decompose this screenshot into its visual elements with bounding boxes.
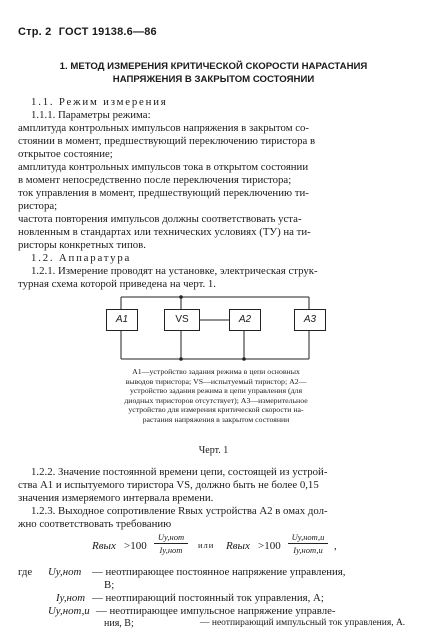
def-text: — неотпирающий постоянный ток управления, А; xyxy=(92,592,324,604)
fraction-2 xyxy=(288,532,328,555)
page-number: Стр. 2 xyxy=(18,26,52,38)
block-vs: VS xyxy=(164,309,200,331)
caption-line: диодных тиристоров отсутствует); A3—измерительное xyxy=(124,395,308,405)
section-title-line-1: 1. МЕТОД ИЗМЕРЕНИЯ КРИТИЧЕСКОЙ СКОРОСТИ НАРАСТАНИЯ xyxy=(59,61,368,72)
block-diagram xyxy=(94,287,344,365)
block-a3: A3 xyxy=(294,309,326,331)
def-text: В; xyxy=(104,579,115,591)
fraction-2-den: Iу,нот,и xyxy=(293,545,323,555)
section-title-line-2: НАПРЯЖЕНИЯ В ЗАКРЫТОМ СОСТОЯНИИ xyxy=(112,74,315,85)
formula-or: или xyxy=(198,540,215,550)
block-a2: A2 xyxy=(229,309,261,331)
fraction-bar xyxy=(154,543,188,544)
figure-caption xyxy=(101,367,331,425)
para-1-2-3: жно соответствовать требованию xyxy=(18,518,172,530)
heading-1-1: 1.1. Режим измерения xyxy=(31,96,168,108)
def-symbol: Uу,нот,и xyxy=(48,605,90,617)
para-1-2-3: 1.2.3. Выходное сопротивление Rвых устройства A2 в омах дол- xyxy=(31,505,328,517)
heading-1-1-1: 1.1.1. Параметры режима: xyxy=(31,109,151,121)
param-line: новленным в стандартах или технических условиях (ТУ) на ти- xyxy=(18,226,311,238)
where-label: где xyxy=(18,566,33,578)
formula-end: , xyxy=(334,540,337,552)
fraction-2-num: Uу,нот,и xyxy=(291,532,325,542)
def-text: — неотпирающий импульсный ток управления, А. xyxy=(200,618,406,628)
fraction-bar xyxy=(288,543,328,544)
fraction-1-den: Iу,нот xyxy=(159,545,183,555)
fraction-1-num: Uу,нот xyxy=(157,532,185,542)
param-line: в момент непосредственно после переключения тиристора; xyxy=(18,174,292,186)
formula-lhs: Rвых xyxy=(92,540,116,552)
param-line: открытое состояние; xyxy=(18,148,113,160)
formula xyxy=(92,532,392,564)
param-line: ристоры конкретных типов. xyxy=(18,239,146,251)
caption-line: A1—устройство задания режима в цепи основных xyxy=(132,367,300,376)
param-line: частота повторения импульсов должны соответствовать уста- xyxy=(18,213,302,225)
def-symbol: Uу,нот xyxy=(48,566,82,578)
para-1-2-1: турная схема которой приведена на черт. 1. xyxy=(18,278,216,290)
heading-1-2: 1.2. Аппаратура xyxy=(31,252,132,264)
caption-line: устройство для измерения критической скорости на- xyxy=(128,405,304,415)
param-line: стоянии в момент, предшествующий переключению тиристора в xyxy=(18,135,316,147)
fraction-1 xyxy=(154,532,188,555)
def-symbol: Iу,нот xyxy=(56,592,86,604)
para-1-2-1: 1.2.1. Измерение проводят на установке, электрическая струк- xyxy=(31,265,318,277)
def-text: ния, В; xyxy=(104,618,134,629)
para-1-2-2: значения измеряемого интервала времени. xyxy=(18,492,214,504)
formula-rhs: Rвых xyxy=(226,540,250,552)
para-1-2-2: 1.2.2. Значение постоянной времени цепи, состоящей из устрой- xyxy=(31,466,328,478)
param-line: амплитуда контрольных импульсов напряжения в закрытом со- xyxy=(18,122,310,134)
caption-line: выводов тиристора; VS—испытуемый тиристор; A2— xyxy=(125,376,307,386)
param-line: ристора; xyxy=(18,200,58,212)
formula-gt: >100 xyxy=(124,540,147,552)
param-line: ток управления в момент, предшествующий переключению ти- xyxy=(18,187,309,199)
param-line: амплитуда контрольных импульсов тока в открытом состоянии xyxy=(18,161,309,173)
figure-label: Черт. 1 xyxy=(198,445,229,456)
caption-line: устройство задания режима в цепи управления (для xyxy=(129,386,303,396)
caption-line: растания напряжения в закрытом состоянии xyxy=(142,414,290,424)
para-1-2-2: ства A1 и испытуемого тиристора VS, должно быть не более 0,15 xyxy=(18,479,319,491)
def-text: — неотпирающее постоянное напряжение управления, xyxy=(92,566,346,578)
standard-number: ГОСТ 19138.6—86 xyxy=(58,26,157,38)
page-header xyxy=(18,26,157,38)
def-text: — неотпирающее импульсное напряжение управле- xyxy=(96,605,336,617)
formula-gt: >100 xyxy=(258,540,281,552)
block-a1: A1 xyxy=(106,309,138,331)
